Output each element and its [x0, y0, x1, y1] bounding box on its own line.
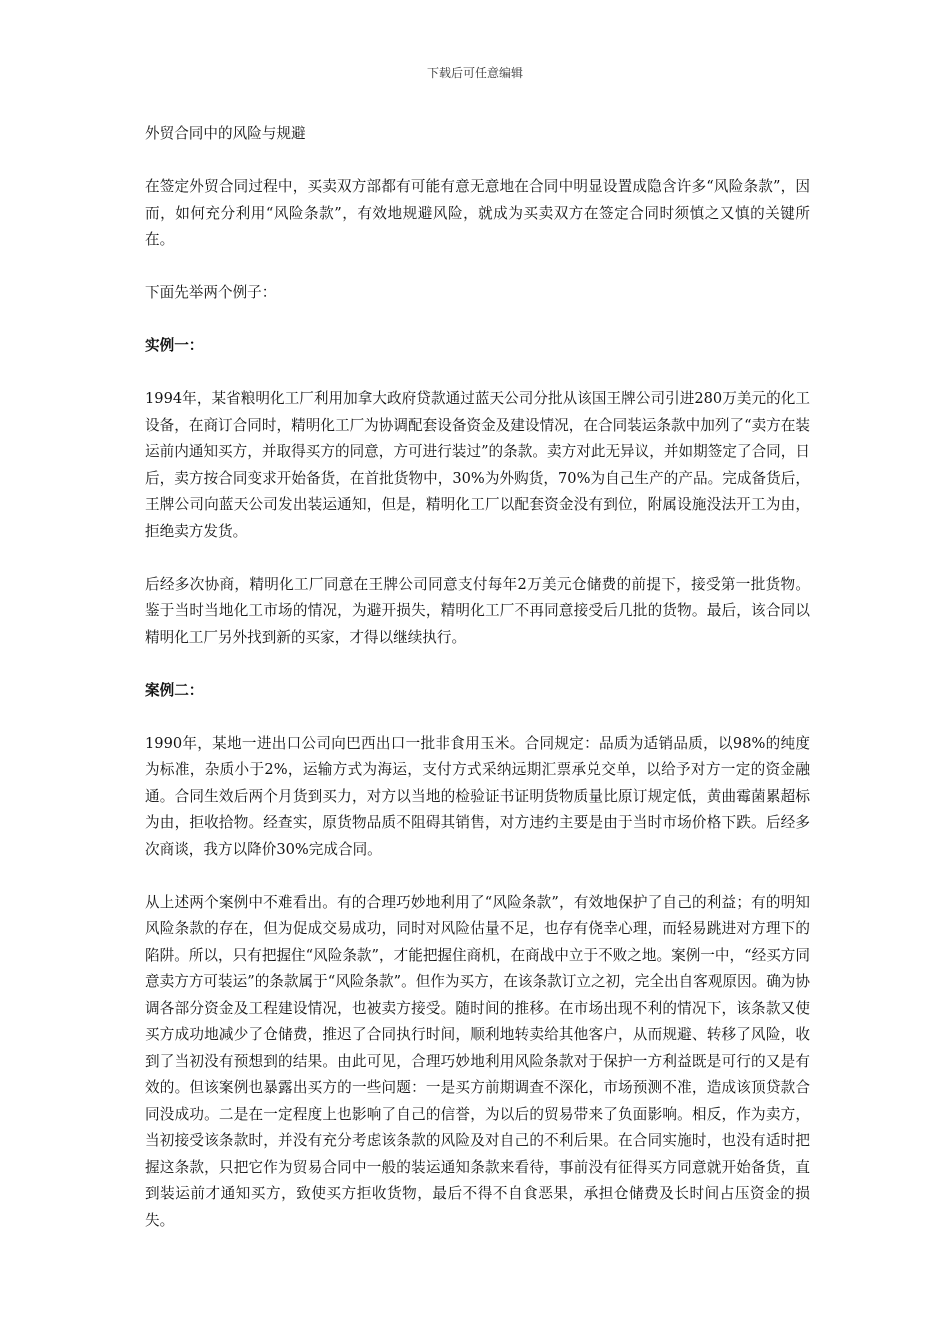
case2-paragraph-1: 1990年，某地一进出口公司向巴西出口一批非食用玉米。合同规定：品质为适销品质，以98%的纯度为标准，杂质小于2%，运输方式为海运，支付方式采纳远期汇票承兑交单，以给予对方一定的资金融通。合同生效后两个月货到买力，对方以当地的检验证书证明货物质量比原订规定低，黄曲霉菌累超标为由，拒收拾物。经查实，原货物品质不阻碍其销售，对方违约主要是由于当时市场价格下跌。后经多次商谈，我方以降价30%完成合同。 — [145, 734, 810, 858]
page-header: 下载后可任意编辑 — [426, 66, 523, 80]
case1-heading: 实例一： — [145, 337, 204, 354]
case1-paragraph-1: 1994年，某省粮明化工厂利用加拿大政府贷款通过蓝天公司分批从该国王牌公司引进280万美元的化工设备，在商订合同时，精明化工厂为协调配套设备资金及建设情况，在合同装运条款中加列了“卖方在装运前内通知买方，并取得买方的同意，方可进行装过”的条款。卖方对此无异议，并如期签定了合同，日后，卖方按合同变求开始备货，在首批货物中，30%为外购货，70%为自己生产的产品。完成备货后，王牌公司向蓝天公司发出装运通知，但是，精明化工厂以配套资金没有到位，附属设施没法开工为由，拒绝卖方发货。 — [145, 390, 810, 540]
intro-paragraph: 在签定外贸合同过程中，买卖双方部都有可能有意无意地在合同中明显设置成隐含许多“风险条款”，因而，如何充分利用“风险条款”，有效地规避风险，就成为买卖双方在签定合同时须慎之又慎的关键所在。 — [145, 178, 810, 248]
case1-paragraph-2: 后经多次协商，精明化工厂同意在王牌公司同意支付每年2万美元仓储费的前提下，接受第一批货物。鉴于当时当地化工市场的情况，为避开损失，精明化工厂不再同意接受后几批的货物。最后，该合同以精明化工厂另外找到新的买家，才得以继续执行。 — [145, 575, 810, 646]
document-title: 外贸合同中的风险与规避 — [145, 125, 306, 142]
lead-paragraph: 下面先举两个例子： — [145, 284, 277, 301]
document-body — [145, 121, 810, 1261]
conclusion-paragraph: 从上述两个案例中不难看出。有的合理巧妙地利用了“风险条款”，有效地保护了自己的利益；有的明知风险条款的存在，但为促成交易成功，同时对风险估量不足，也存有侥幸心理，而轻易跳进对方理下的陷阱。所以，只有把握住“风险条款”，才能把握住商机，在商战中立于不败之地。案例一中，“经买方同意卖方方可装运”的条款属于“风险条款”。但作为买方，在该条款订立之初，完全出自客观原因。确为协调各部分资金及工程建设情况，也被卖方接受。随时间的推移。在市场出现不利的情况下，该条款又使买方成功地减少了仓储费，推迟了合同执行时间，顺利地转卖给其他客户，从而规避、转移了风险，收到了当初没有预想到的结果。由此可见，合理巧妙地利用风险条款对于保护一方利益既是可行的又是有效的。但该案例也暴露出买方的一些问题：一是买方前期调查不深化，市场预测不准，造成该顶贷款合同没成功。二是在一定程度上也影响了自己的信誉，为以后的贸易带来了负面影响。相反，作为卖方，当初接受该条款时，并没有充分考虑该条款的风险及对自己的不利后果。在合同实施时，也没有适时把握这条款，只把它作为贸易合同中一般的装运通知条款来看待，事前没有征得买方同意就开始备货，直到装运前才通知买方，致使买方拒收货物，最后不得不自食恶果，承担仓储费及长时间占压资金的损失。 — [145, 893, 810, 1229]
case2-heading: 案例二： — [145, 681, 204, 699]
